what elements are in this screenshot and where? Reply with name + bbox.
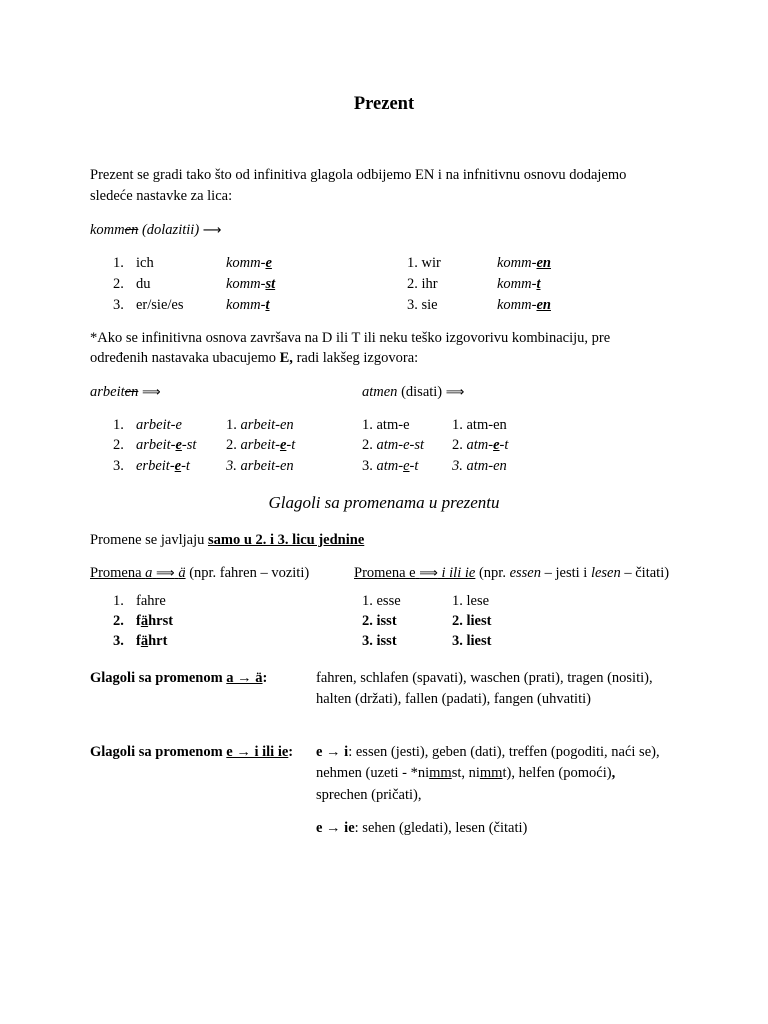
verbs-a-line: halten (držati), fallen (padati), fangen (uhvatiti) [316,691,591,707]
verb-form [377,417,410,433]
conjugation-cell [226,416,294,434]
verb-form-plural [497,254,551,272]
removed-ending: en [124,222,139,238]
pronoun: er/sie/es [136,297,184,313]
conjugation-row [0,457,768,477]
list-number: 3. [113,633,124,649]
list-number: 3. [452,458,463,474]
label-text: Glagoli sa promenom [90,744,223,760]
list-number: 1. [113,255,124,271]
title-text: Promena [90,565,142,581]
conjugation-cell [226,457,294,475]
verbs-e-i-line: sprechen (pričati), [316,787,422,803]
form-part: erbeit- [136,458,175,474]
verb-word: atmen [362,384,398,400]
verb-ending: e [265,255,272,271]
conjugation-row [0,612,768,632]
verb-form [226,254,272,272]
note-text: određenih nastavaka ubacujemo [90,350,277,366]
example-text: – čitati) [624,565,670,581]
list-number: 2. [113,437,124,453]
removed-ending: en [124,384,139,400]
label-text: Glagoli sa promenom [90,670,223,686]
form-part: atm-en [466,458,507,474]
verb-stem: komm- [226,276,266,292]
underlined-letters: mm [479,765,503,781]
example-text: (npr. [478,565,506,581]
list-number: 3. [113,458,124,474]
form-part: f [136,633,141,649]
conjugation-cell [362,436,424,454]
verb-stem: komm- [226,297,266,313]
section-heading: Glagoli sa promenama u prezentu [268,493,500,512]
form-part: -t [499,437,509,453]
verb-ending: st [265,276,276,292]
list-number: 3. [362,458,373,474]
list-number: 2. [113,613,124,629]
verb-form [226,275,275,293]
example-text: – jesti i [544,565,588,581]
conjugation-row [0,254,768,274]
form-part: atm-e [376,417,410,433]
vowel-to: ä [178,565,186,581]
verb-form [241,417,294,433]
note-line-1: *Ako se infinitivna osnova završava na D ili T ili neku teško izgovorivu kombinaciju, pre [90,330,611,346]
form-part: -t [409,458,419,474]
conjugation-cell [452,416,507,434]
verb-list: : essen (jesti), geben (dati), treffen (pogoditi, naći se), [348,744,660,760]
change-a-header [90,564,309,583]
verb-list: t), helfen (pomoći) [502,765,612,781]
form-part: atm-e-st [376,437,425,453]
form-part: hrst [148,613,174,629]
list-number: 1. [362,417,373,433]
conjugation-row [0,275,768,295]
verb-form [136,457,190,475]
form-part: -t [286,437,296,453]
verb-stem: komm- [497,297,537,313]
list-number: 2. [452,437,463,453]
verbs-e-label [90,743,293,761]
conjugation-row [0,416,768,436]
form-part: hrt [148,633,168,649]
form-part: arbeit-en [240,417,294,433]
list-number: 1. [452,593,463,609]
list-number: 3. [452,633,463,649]
verb-form [241,437,296,453]
form-part: arbeit- [240,437,280,453]
vowel-to: i ili ie [441,565,476,581]
verb-form [136,632,167,650]
list-number: 3. [226,458,237,474]
verb-stem: komm- [226,255,266,271]
conjugation-cell [452,457,507,475]
example-text: (npr. fahren – voziti) [189,565,310,581]
inserted-e: e [279,437,287,453]
conjugation-cell [452,592,489,610]
verb-form [467,417,507,433]
verb-form [467,458,507,474]
kommen-infinitive [90,221,221,240]
pronoun-plural: 3. sie [407,297,438,313]
form-part: -t [181,458,190,474]
verb-form: liest [466,633,492,649]
conjugation-cell [362,632,397,650]
verb-stem: komm [90,222,125,238]
vowel-from: a [145,565,153,581]
verb-form [467,437,509,453]
inserted-e: e [403,458,410,474]
list-number: 3. [113,297,124,313]
title-text: Promena e [354,565,416,581]
form-part: fahre [136,593,166,609]
verbs-a-label [90,669,267,687]
verbs-a-line: fahren, schlafen (spavati), waschen (prati), tragen (nositi), [316,670,653,686]
long-arrow-icon: ⟶ [202,223,222,238]
verb-form: esse [376,593,401,609]
changes-note [90,531,364,549]
list-number: 2. [452,613,463,629]
verb-form: liest [466,613,492,629]
double-arrow-icon: ⟹ [156,566,175,581]
verb-ending: t [265,297,270,313]
form-part: arbeit-e [136,417,182,433]
note-emphasis: samo u 2. i 3. licu jednine [207,532,365,548]
verb-ending: t [536,276,541,292]
verb-form [136,436,196,454]
list-number: 2. [226,437,237,453]
conjugation-row [0,296,768,316]
verb-form: isst [376,633,397,649]
conjugation-cell [362,612,397,630]
double-arrow-icon: ⟹ [445,385,465,400]
list-number: 3. [362,633,373,649]
verb-list: nehmen (uzeti - *ni [316,765,430,781]
list-number: 1. [362,593,373,609]
underlined-letters: mm [429,765,452,781]
label-change: e → i ili ie [226,744,289,760]
list-number: 2. [362,613,373,629]
verb-form-plural [497,275,541,293]
conjugation-row [0,632,768,652]
change-label: e → i [316,744,349,760]
form-part: arbeit- [136,437,176,453]
changed-vowel: ä [140,613,149,629]
verb-form [377,458,419,474]
atmen-infinitive [362,383,464,402]
label-text: : [288,744,294,760]
conjugation-cell [226,436,295,454]
verb-form [136,416,182,434]
verbs-e-i-line [316,764,615,782]
change-label: e → ie [316,820,355,836]
page-title: Prezent [353,94,415,114]
verb-translation: (dolazitii) [141,222,200,238]
verb-translation: (disati) [401,384,443,400]
list-number: 2. [362,437,373,453]
verb-stem: komm- [497,255,537,271]
conjugation-cell [362,592,401,610]
list-number: 2. [113,276,124,292]
verb-ending: en [536,297,551,313]
form-part: f [136,613,141,629]
intro-line-1: Prezent se gradi tako što od infinitiva glagola odbijemo EN i na infnitivnu osnovu dodajemo [90,167,627,183]
list-number: 1. [113,417,124,433]
pronoun: du [136,276,151,292]
note-emphasis: E, [279,350,293,366]
double-arrow-icon: ⟹ [141,385,161,400]
form-part: -st [181,437,197,453]
example-word: lesen [590,565,621,581]
verb-form [136,612,173,630]
verbs-e-ie-line [316,819,527,837]
verb-form [226,296,270,314]
label-change: a → ä [226,670,263,686]
conjugation-cell [452,632,491,650]
note-text: Promene se javljaju [90,532,205,548]
pronoun: ich [136,255,154,271]
conjugation-cell [362,416,410,434]
changed-vowel: ä [140,633,149,649]
change-a-title [90,565,186,581]
list-number: 1. [452,417,463,433]
list-number: 1. [226,417,237,433]
pronoun-plural: 2. ihr [407,276,438,292]
arbeiten-infinitive [90,383,161,402]
bold-comma: , [611,765,616,781]
verb-stem: komm- [497,276,537,292]
change-e-title [354,565,475,581]
conjugation-row [0,436,768,456]
verb-list: : sehen (gledati), lesen (čitati) [354,820,528,836]
verb-form [377,437,425,453]
verb-form [241,458,294,474]
verb-ending: en [536,255,551,271]
verb-form: lese [466,593,490,609]
inserted-e: e [175,437,182,453]
verb-form: isst [376,613,397,629]
double-arrow-icon: ⟹ [419,566,438,581]
inserted-e: e [493,437,500,453]
conjugation-cell [362,457,418,475]
form-part: atm- [466,437,494,453]
example-word: essen [509,565,541,581]
note-text: radi lakšeg izgovora: [296,350,419,366]
verbs-e-i-line [316,743,660,761]
verb-form-plural [497,296,551,314]
verb-form [136,592,166,610]
intro-line-2: sledeće nastavke za lica: [90,188,233,204]
conjugation-row [0,592,768,612]
label-text: : [262,670,268,686]
form-part: arbeit-en [240,458,294,474]
verb-stem: arbeit [90,384,125,400]
conjugation-cell [452,612,491,630]
conjugation-cell [452,436,508,454]
change-e-header [354,564,669,583]
form-part: atm- [376,458,404,474]
form-part: atm-en [466,417,507,433]
list-number: 1. [113,593,124,609]
inserted-e: e [174,458,182,474]
note-line-2 [90,349,418,367]
pronoun-plural: 1. wir [407,255,441,271]
verb-list: st, ni [451,765,480,781]
